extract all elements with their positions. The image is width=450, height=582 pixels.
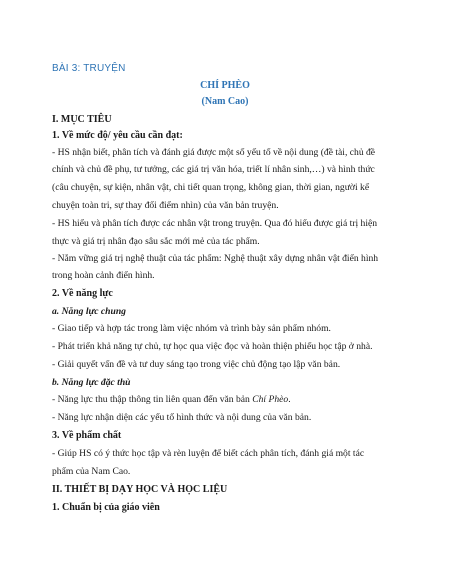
paragraph-line: trong hoàn cảnh điển hình. bbox=[52, 270, 155, 281]
paragraph-line: - Giúp HS có ý thức học tập và rèn luyện để biết cách phân tích, đánh giá một tác bbox=[52, 448, 365, 459]
paragraph-line: chuyện toàn tri, sự thay đổi điểm nhìn) của văn bản truyện. bbox=[52, 200, 279, 211]
paragraph-line: chính và chủ đề phụ, tư tưởng, các giá trị văn hóa, triết lí nhân sinh,…) và hình thức bbox=[52, 164, 375, 175]
paragraph-line: - HS nhận biết, phân tích và đánh giá được một số yếu tố về nội dung (đề tài, chủ đề bbox=[52, 147, 376, 158]
section-heading-equipment: II. THIẾT BỊ DẠY HỌC VÀ HỌC LIỆU bbox=[52, 484, 228, 495]
paragraph-line: - Năng lực nhận diện các yếu tố hình thức và nội dung của văn bản. bbox=[52, 412, 312, 423]
paragraph-line: - Nắm vững giá trị nghệ thuật của tác phẩm: Nghệ thuật xây dựng nhân vật điển hình bbox=[52, 253, 379, 264]
work-title-italic: Chí Phèo bbox=[252, 394, 289, 405]
subsection-heading-competence: 2. Về năng lực bbox=[52, 288, 113, 299]
text-run: . bbox=[288, 394, 291, 405]
story-title: CHÍ PHÈO bbox=[200, 80, 250, 91]
paragraph-line: - Giải quyết vấn đề và tư duy sáng tạo trong việc chủ động tạo lập văn bản. bbox=[52, 359, 341, 370]
text-run: - Năng lực thu thập thông tin liên quan đến văn bản bbox=[52, 394, 253, 405]
subsection-heading-requirements: 1. Về mức độ/ yêu cầu cần đạt: bbox=[52, 130, 183, 141]
story-author: (Nam Cao) bbox=[201, 96, 249, 107]
paragraph-line: - Giao tiếp và hợp tác trong làm việc nhóm và trình bày sản phẩm nhóm. bbox=[52, 323, 331, 334]
subsection-heading-teacher-prep: 1. Chuẩn bị của giáo viên bbox=[52, 502, 160, 513]
paragraph-line: (câu chuyện, sự kiện, nhân vật, chi tiết quan trọng, không gian, thời gian, người kể bbox=[52, 182, 370, 193]
paragraph-line: phẩm của Nam Cao. bbox=[52, 466, 131, 477]
lesson-label: BÀI 3: TRUYỆN bbox=[52, 63, 126, 74]
subsection-heading-specific: b. Năng lực đặc thù bbox=[52, 377, 131, 388]
paragraph-line: - HS hiểu và phân tích được các nhân vật trong truyện. Qua đó hiểu được giá trị hiện bbox=[52, 218, 378, 229]
subsection-heading-general: a. Năng lực chung bbox=[52, 306, 126, 317]
section-heading-objectives: I. MỤC TIÊU bbox=[52, 114, 112, 125]
paragraph-line: - Phát triển khả năng tự chủ, tự học qua việc đọc và hoàn thiện phiếu học tập ở nhà. bbox=[52, 341, 373, 352]
paragraph-line bbox=[52, 394, 402, 406]
paragraph-line: thực và giá trị nhân đạo sâu sắc mới mẻ của tác phẩm. bbox=[52, 236, 260, 247]
subsection-heading-qualities: 3. Về phẩm chất bbox=[52, 430, 122, 441]
